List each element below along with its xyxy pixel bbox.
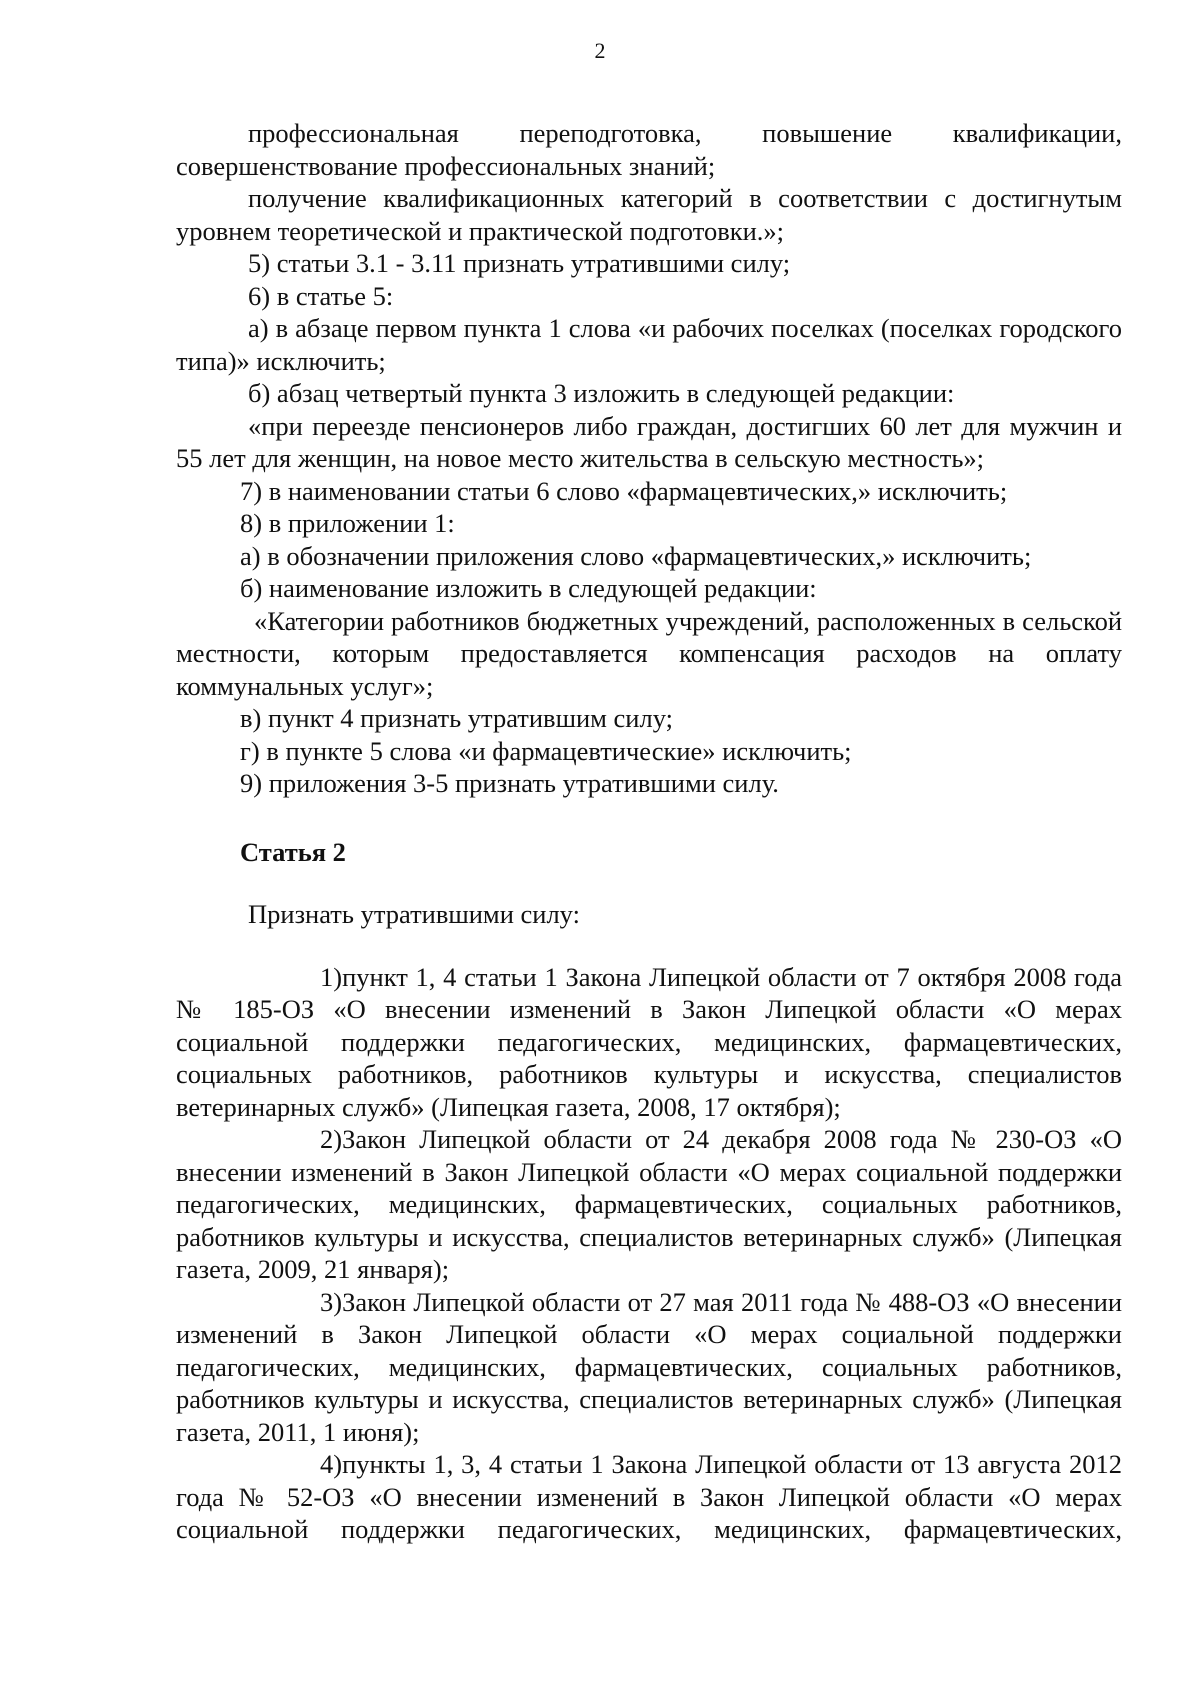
list-item-number: 4) <box>320 1449 343 1479</box>
article-heading: Статья 2 <box>240 836 346 867</box>
paragraph: 8) в приложении 1: <box>240 508 455 538</box>
list-item-text: пункты 1, 3, 4 статьи 1 Закона Липецкой области от 13 августа 2012 года № 52-ОЗ «О внесении изменений в Закон Липецкой области «О мерах социальной поддержки педагогических, медицинских, фармацевтических, <box>176 1449 1122 1544</box>
paragraph: а) в абзаце первом пункта 1 слова «и рабочих поселках (поселках городского типа)» исключить; <box>176 313 1122 376</box>
list-item <box>176 1448 1122 1546</box>
paragraph: а) в обозначении приложения слово «фармацевтических,» исключить; <box>240 540 1032 571</box>
list-item-number: 2) <box>320 1124 343 1154</box>
paragraph: профессиональная переподготовка, повышение квалификации, совершенствование профессиональных знаний; <box>176 118 1122 181</box>
paragraph: в) пункт 4 признать утратившим силу; <box>240 703 673 733</box>
paragraph: 5) статьи 3.1 - 3.11 признать утратившими силу; <box>248 248 791 278</box>
list-item-text: Закон Липецкой области от 24 декабря 2008 года № 230-ОЗ «О внесении изменений в Закон Липецкой области «О мерах социальной поддержки педагогических, медицинских, фармацевтических, социальных работников, работников культуры и искусства, специалистов ветеринарных служб» (Липецкая газета, 2009, 21 января); <box>176 1124 1122 1284</box>
paragraph: б) абзац четвертый пункта 3 изложить в следующей редакции: <box>248 378 955 408</box>
paragraph: г) в пункте 5 слова «и фармацевтические» исключить; <box>240 735 852 766</box>
paragraph: 7) в наименовании статьи 6 слово «фармацевтических,» исключить; <box>240 475 1008 506</box>
list-item <box>176 1286 1122 1449</box>
paragraph: «Категории работников бюджетных учреждений, расположенных в сельской местности, которым предоставляется компенсация расходов на оплату коммунальных услуг»; <box>176 605 1122 701</box>
paragraph: получение квалификационных категорий в соответствии с достигнутым уровнем теоретической и практической подготовки.»; <box>176 183 1122 246</box>
paragraph: 6) в статье 5: <box>248 280 394 311</box>
list-item-number: 1) <box>320 961 343 992</box>
page-number: 2 <box>594 38 606 63</box>
list-item <box>176 961 1122 1124</box>
paragraph: «при переезде пенсионеров либо граждан, достигших 60 лет для мужчин и 55 лет для женщин, на новое место жительства в сельскую местность»; <box>176 410 1122 473</box>
list-item-number: 3) <box>320 1286 343 1317</box>
article-intro: Признать утратившими силу: <box>248 899 580 929</box>
document-body <box>176 117 1122 1546</box>
paragraph: б) наименование изложить в следующей редакции: <box>240 573 817 603</box>
paragraph: 9) приложения 3-5 признать утратившими силу. <box>240 768 779 798</box>
list-item <box>176 1123 1122 1286</box>
list-item-text: Закон Липецкой области от 27 мая 2011 года № 488-ОЗ «О внесении изменений в Закон Липецкой области «О мерах социальной поддержки педагогических, медицинских, фармацевтических, социальных работников, работников культуры и искусства, специалистов ветеринарных служб» (Липецкая газета, 2011, 1 июня); <box>176 1286 1122 1447</box>
list-item-text: пункт 1, 4 статьи 1 Закона Липецкой области от 7 октября 2008 года № 185-ОЗ «О внесении изменений в Закон Липецкой области «О мерах социальной поддержки педагогических, медицинских, фармацевтических, социальных работников, работников культуры и искусства, специалистов ветеринарных служб» (Липецкая газета, 2008, 17 октября); <box>176 961 1122 1122</box>
